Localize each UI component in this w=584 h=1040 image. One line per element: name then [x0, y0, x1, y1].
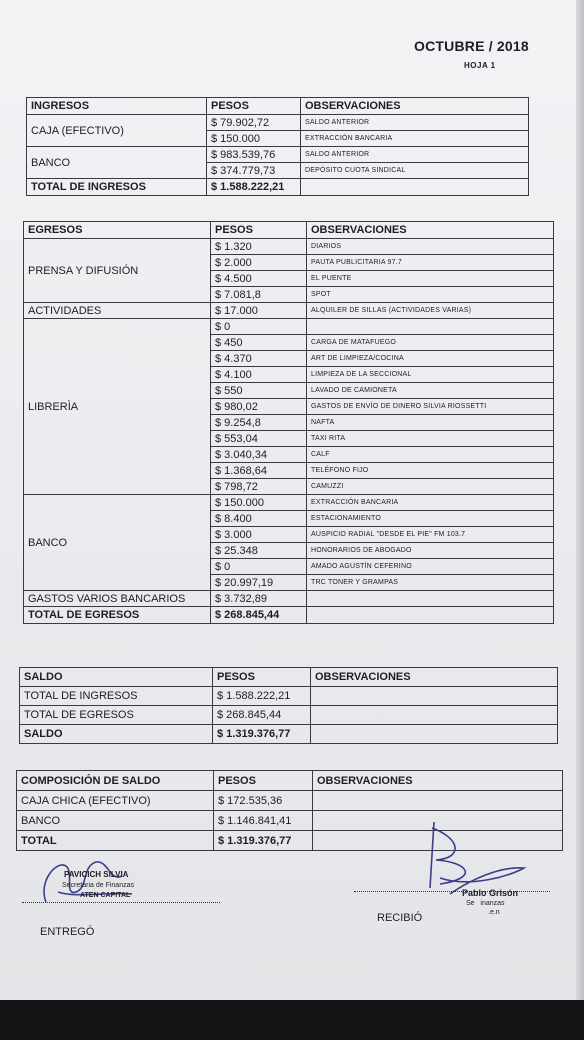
expense-amount: $ 8.400 [211, 511, 307, 527]
income-total-label: TOTAL DE INGRESOS [27, 179, 207, 196]
right-signature-scribble [420, 818, 530, 898]
right-signer-org: .e.n [488, 909, 500, 916]
expense-note: CALF [307, 447, 554, 463]
expense-note: EL PUENTE [307, 271, 554, 287]
expense-amount: $ 25.348 [211, 543, 307, 559]
expenses-total-amount: $ 268.845,44 [211, 607, 307, 624]
income-header-amount: PESOS [207, 98, 301, 115]
balance-total-note [311, 725, 558, 744]
composition-amount: $ 1.146.841,41 [214, 811, 313, 831]
expense-amount: $ 798,72 [211, 479, 307, 495]
income-amount: $ 79.902,72 [207, 115, 301, 131]
balance-concept: TOTAL DE INGRESOS [20, 687, 213, 706]
sheet-number: HOJA 1 [464, 61, 496, 70]
expense-note: TRC TONER Y GRAMPAS [307, 575, 554, 591]
balance-amount: $ 268.845,44 [213, 706, 311, 725]
expense-note: PAUTA PUBLICITARIA 97.7 [307, 255, 554, 271]
expense-note: GASTOS DE ENVÍO DE DINERO SILVIA RIOSSETTI [307, 399, 554, 415]
composition-total-amount: $ 1.319.376,77 [214, 831, 313, 851]
income-table [26, 97, 529, 196]
composition-concept: BANCO [17, 811, 214, 831]
expense-amount: $ 0 [211, 319, 307, 335]
right-signer-role: Se inanzas [466, 900, 505, 907]
left-signer-role: Secretaria de Finanzas [62, 882, 134, 889]
expense-concept: ACTIVIDADES [24, 303, 211, 319]
expense-concept: GASTOS VARIOS BANCARIOS [24, 591, 211, 607]
expenses-header-amount: PESOS [211, 222, 307, 239]
composition-total-label: TOTAL [17, 831, 214, 851]
income-note: SALDO ANTERIOR [301, 115, 529, 131]
expense-amount: $ 980,02 [211, 399, 307, 415]
income-header-notes: OBSERVACIONES [301, 98, 529, 115]
expense-amount: $ 150.000 [211, 495, 307, 511]
balance-note [311, 687, 558, 706]
income-header-concept: INGRESOS [27, 98, 207, 115]
received-label: RECIBIÓ [377, 912, 423, 924]
expense-note: TELÉFONO FIJO [307, 463, 554, 479]
expense-amount: $ 3.732,89 [211, 591, 307, 607]
composition-note [313, 791, 563, 811]
expense-amount: $ 3.000 [211, 527, 307, 543]
paper-edge [576, 0, 584, 1000]
expenses-total-note [307, 607, 554, 624]
expense-note: ESTACIONAMIENTO [307, 511, 554, 527]
balance-total-amount: $ 1.319.376,77 [213, 725, 311, 744]
income-amount: $ 374.779,73 [207, 163, 301, 179]
balance-header-notes: OBSERVACIONES [311, 668, 558, 687]
income-note: SALDO ANTERIOR [301, 147, 529, 163]
expense-note: TAXI RITA [307, 431, 554, 447]
expense-note: LAVADO DE CAMIONETA [307, 383, 554, 399]
expense-note: AUSPICIO RADIAL "DESDE EL PIE" FM 103.7 [307, 527, 554, 543]
composition-concept: CAJA CHICA (EFECTIVO) [17, 791, 214, 811]
balance-note [311, 706, 558, 725]
expense-note: LIMPIEZA DE LA SECCIONAL [307, 367, 554, 383]
expense-amount: $ 1.368,64 [211, 463, 307, 479]
expense-amount: $ 0 [211, 559, 307, 575]
expense-note [307, 319, 554, 335]
period-title: OCTUBRE / 2018 [414, 38, 529, 54]
income-amount: $ 150.000 [207, 131, 301, 147]
expense-concept: PRENSA Y DIFUSIÓN [24, 239, 211, 303]
left-signer-name: PAVICICH SILVIA [64, 870, 129, 879]
income-total-amount: $ 1.588.222,21 [207, 179, 301, 196]
expense-amount: $ 4.370 [211, 351, 307, 367]
expense-amount: $ 553,04 [211, 431, 307, 447]
expense-concept: BANCO [24, 495, 211, 591]
income-note: EXTRACCIÓN BANCARIA [301, 131, 529, 147]
expense-note: ART DE LIMPIEZA/COCINA [307, 351, 554, 367]
composition-header-amount: PESOS [214, 771, 313, 791]
expense-note: CAMUZZI [307, 479, 554, 495]
expense-amount: $ 3.040,34 [211, 447, 307, 463]
left-signer-org: ATEN CAPITAL [80, 892, 131, 899]
income-total-note [301, 179, 529, 196]
expense-amount: $ 9.254,8 [211, 415, 307, 431]
composition-amount: $ 172.535,36 [214, 791, 313, 811]
right-signature-line [354, 891, 550, 892]
expense-amount: $ 1.320 [211, 239, 307, 255]
delivered-label: ENTREGÓ [40, 926, 95, 938]
expense-note: SPOT [307, 287, 554, 303]
expense-amount: $ 20.997,19 [211, 575, 307, 591]
expense-amount: $ 4.500 [211, 271, 307, 287]
right-signer-name: Pablo Grisón [462, 888, 519, 898]
income-concept: CAJA (EFECTIVO) [27, 115, 207, 147]
composition-header-concept: COMPOSICIÓN DE SALDO [17, 771, 214, 791]
expense-note [307, 591, 554, 607]
expense-amount: $ 7.081,8 [211, 287, 307, 303]
expense-note: HONORARIOS DE ABOGADO [307, 543, 554, 559]
expense-note: EXTRACCIÓN BANCARIA [307, 495, 554, 511]
expense-note: AMADO AGUSTÍN CEFERINO [307, 559, 554, 575]
expense-note: CARGA DE MATAFUEGO [307, 335, 554, 351]
income-concept: BANCO [27, 147, 207, 179]
expense-note: NAFTA [307, 415, 554, 431]
composition-header-notes: OBSERVACIONES [313, 771, 563, 791]
expenses-header-notes: OBSERVACIONES [307, 222, 554, 239]
balance-total-label: SALDO [20, 725, 213, 744]
income-amount: $ 983.539,76 [207, 147, 301, 163]
expense-amount: $ 550 [211, 383, 307, 399]
balance-header-amount: PESOS [213, 668, 311, 687]
expense-amount: $ 450 [211, 335, 307, 351]
income-note: DEPÓSITO CUOTA SINDICAL [301, 163, 529, 179]
expense-note: ALQUILER DE SILLAS (ACTIVIDADES VARIAS) [307, 303, 554, 319]
expenses-header-concept: EGRESOS [24, 222, 211, 239]
balance-header-concept: SALDO [20, 668, 213, 687]
balance-table [19, 667, 558, 744]
expense-amount: $ 2.000 [211, 255, 307, 271]
expenses-table [23, 221, 554, 624]
expense-concept: LIBRERÌA [24, 319, 211, 495]
background-surface [0, 1000, 584, 1040]
expenses-total-label: TOTAL DE EGRESOS [24, 607, 211, 624]
expense-amount: $ 4.100 [211, 367, 307, 383]
expense-note: DIARIOS [307, 239, 554, 255]
balance-concept: TOTAL DE EGRESOS [20, 706, 213, 725]
left-signature-line [22, 902, 220, 903]
expense-amount: $ 17.000 [211, 303, 307, 319]
balance-amount: $ 1.588.222,21 [213, 687, 311, 706]
